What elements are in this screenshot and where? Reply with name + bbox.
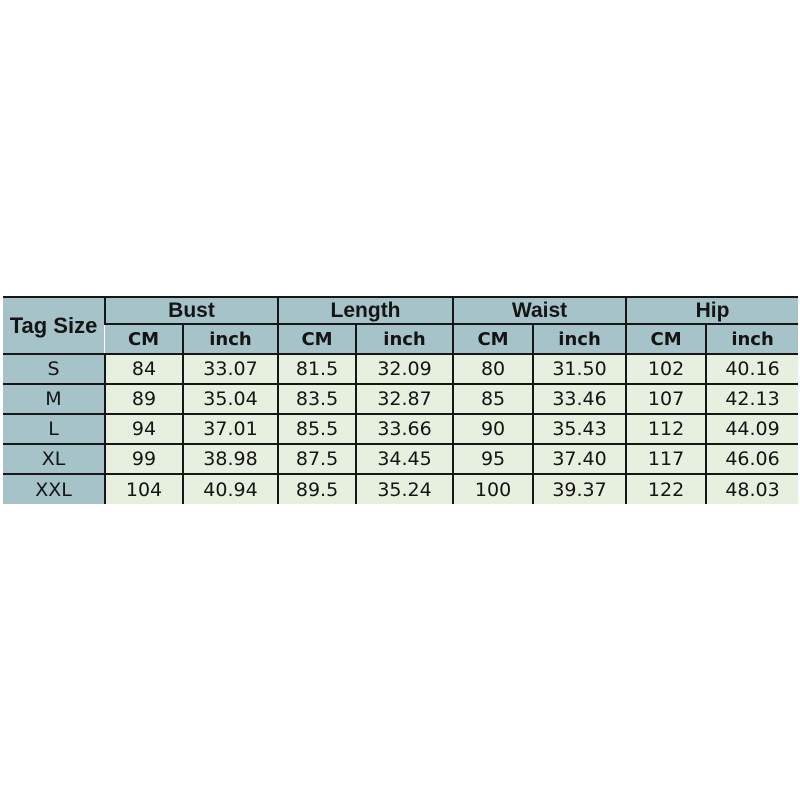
cell-length-cm: 85.5 [278,414,356,444]
cell-waist-inch: 33.46 [533,384,626,414]
subheader-waist-cm: CM [453,324,533,354]
cell-hip-inch: 48.03 [706,474,798,504]
cell-waist-inch: 37.40 [533,444,626,474]
cell-length-cm: 83.5 [278,384,356,414]
cell-hip-cm: 107 [626,384,706,414]
cell-hip-inch: 40.16 [706,354,798,384]
cell-bust-cm: 84 [105,354,183,384]
table-row-size-m [3,384,798,414]
cell-waist-cm: 80 [453,354,533,384]
cell-bust-cm: 89 [105,384,183,414]
subheader-hip-inch: inch [706,324,798,354]
group-header-row [3,297,798,324]
cell-length-cm: 87.5 [278,444,356,474]
cell-length-inch: 33.66 [356,414,453,444]
cell-bust-inch: 37.01 [183,414,278,444]
cell-bust-inch: 38.98 [183,444,278,474]
cell-waist-cm: 100 [453,474,533,504]
cell-length-cm: 81.5 [278,354,356,384]
cell-length-inch: 35.24 [356,474,453,504]
unit-subheader-row [3,324,798,354]
table-row-size-xl [3,444,798,474]
group-header-bust: Bust [105,297,278,324]
cell-hip-inch: 46.06 [706,444,798,474]
cell-hip-cm: 102 [626,354,706,384]
group-header-waist: Waist [453,297,626,324]
table-row-size-s [3,354,798,384]
cell-waist-inch: 39.37 [533,474,626,504]
group-header-hip: Hip [626,297,798,324]
cell-bust-inch: 40.94 [183,474,278,504]
cell-bust-inch: 33.07 [183,354,278,384]
cell-length-inch: 32.87 [356,384,453,414]
cell-waist-cm: 90 [453,414,533,444]
cell-bust-cm: 94 [105,414,183,444]
cell-hip-cm: 117 [626,444,706,474]
cell-hip-cm: 122 [626,474,706,504]
subheader-length-cm: CM [278,324,356,354]
subheader-waist-inch: inch [533,324,626,354]
cell-length-inch: 32.09 [356,354,453,384]
size-label: M [3,384,105,414]
cell-length-cm: 89.5 [278,474,356,504]
size-label: XXL [3,474,105,504]
cell-bust-inch: 35.04 [183,384,278,414]
cell-waist-inch: 35.43 [533,414,626,444]
size-chart-table [3,296,798,504]
corner-header-tag-size: Tag Size [3,297,105,354]
group-header-length: Length [278,297,453,324]
cell-hip-inch: 44.09 [706,414,798,444]
table-row-size-l [3,414,798,444]
size-label: XL [3,444,105,474]
cell-hip-cm: 112 [626,414,706,444]
cell-length-inch: 34.45 [356,444,453,474]
subheader-hip-cm: CM [626,324,706,354]
cell-hip-inch: 42.13 [706,384,798,414]
subheader-bust-inch: inch [183,324,278,354]
table-row-size-xxl [3,474,798,504]
cell-bust-cm: 99 [105,444,183,474]
cell-waist-cm: 95 [453,444,533,474]
cell-waist-inch: 31.50 [533,354,626,384]
size-label: L [3,414,105,444]
size-label: S [3,354,105,384]
subheader-bust-cm: CM [105,324,183,354]
cell-bust-cm: 104 [105,474,183,504]
cell-waist-cm: 85 [453,384,533,414]
subheader-length-inch: inch [356,324,453,354]
